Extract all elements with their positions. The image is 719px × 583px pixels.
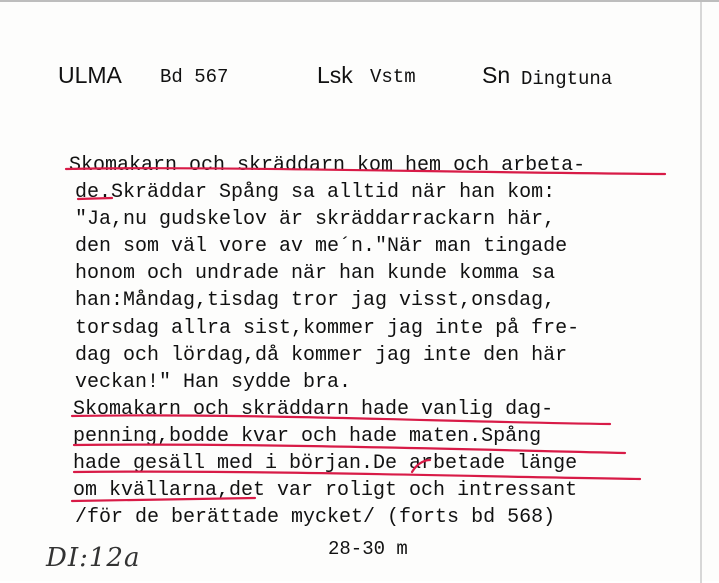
- text-line: den som väl vore av me´n."När man tingade: [75, 235, 568, 259]
- text-line: de.Skräddar Spång sa alltid när han kom:: [75, 181, 556, 205]
- ulma-volume: Bd 567: [160, 66, 229, 88]
- text-line: dag och lördag,då kommer jag inte den här: [75, 343, 568, 367]
- text-line: veckan!" Han sydde bra.: [75, 370, 352, 394]
- lsk-label: Lsk: [317, 62, 353, 88]
- text-line: penning,bodde kvar och hade maten.Spång: [73, 424, 542, 448]
- text-line: Skomakarn och skräddarn kom hem och arbeta-: [69, 154, 586, 177]
- underline-mark: [78, 198, 112, 199]
- sn-value: Dingtuna: [521, 68, 613, 90]
- text-line: han:Måndag,tisdag tror jag visst,onsdag,: [75, 289, 556, 313]
- underline-mark: [66, 168, 665, 174]
- text-line: /för de berättade mycket/ (forts bd 568): [75, 506, 556, 530]
- ulma-label: ULMA: [58, 62, 122, 88]
- archive-stamp: DI:12a: [46, 543, 141, 573]
- underline-mark: [74, 445, 625, 453]
- underline-mark: [412, 460, 430, 472]
- text-line: Skomakarn och skräddarn hade vanlig dag-: [73, 397, 554, 421]
- lsk-value: Vstm: [370, 66, 416, 88]
- underline-mark: [74, 472, 640, 479]
- text-line: honom och undrade när han kunde komma sa: [75, 262, 556, 286]
- page-range: 28-30 m: [328, 538, 408, 560]
- text-line: om kvällarna,det var roligt och intressant: [73, 479, 578, 503]
- sn-label: Sn: [482, 62, 511, 88]
- text-line: hade gesäll med i början.De arbetade länge: [73, 452, 578, 476]
- text-line: torsdag allra sist,kommer jag inte på fre-: [75, 316, 580, 340]
- underline-mark: [72, 415, 610, 424]
- text-line: "Ja,nu gudskelov är skräddarrackarn här,: [75, 208, 556, 232]
- underline-marks: [0, 2, 719, 583]
- underline-mark: [72, 498, 255, 501]
